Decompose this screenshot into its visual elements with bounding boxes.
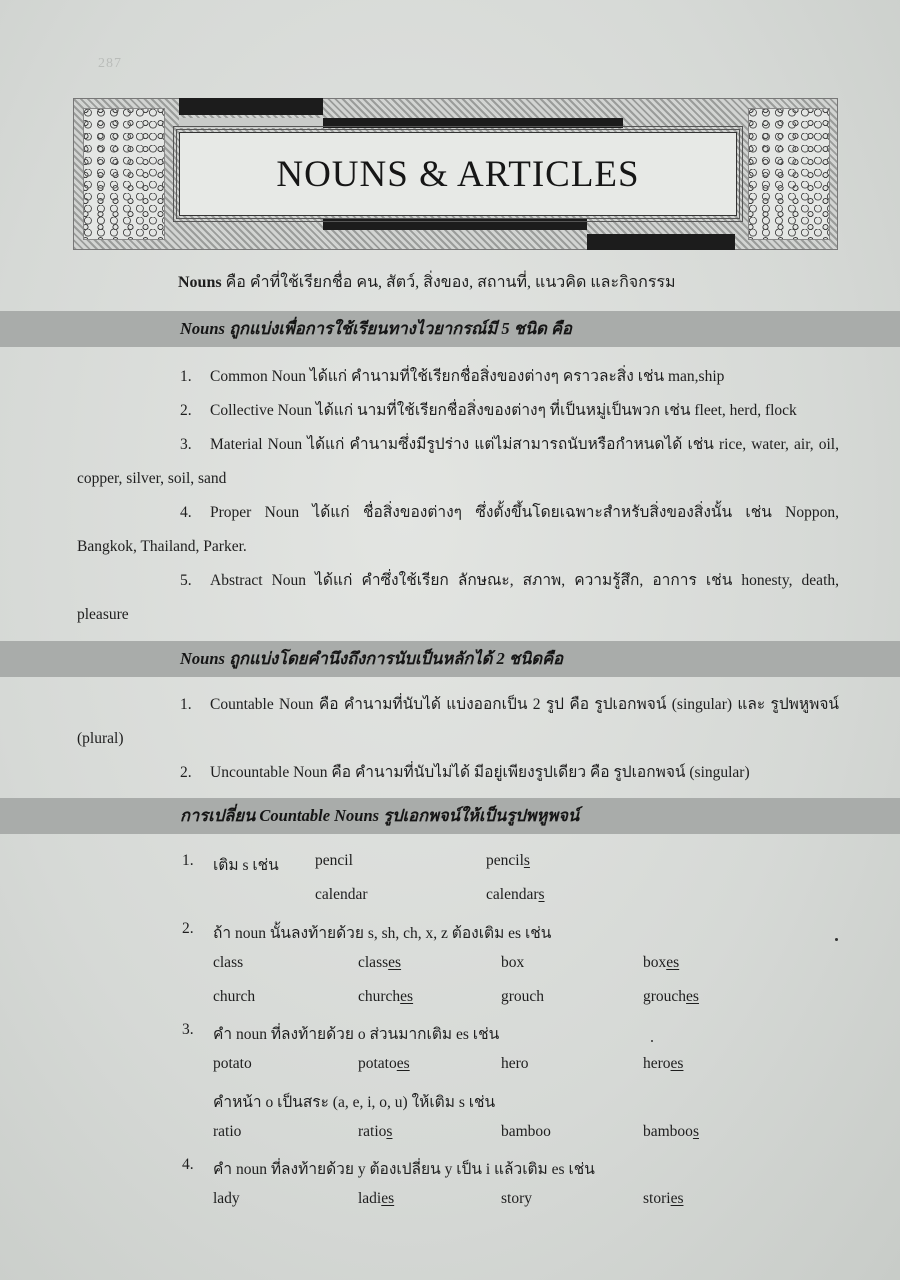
word-singular: church <box>213 988 256 1005</box>
rule-number: 3. <box>182 1021 194 1038</box>
word-plural: calendars <box>486 886 545 903</box>
section-heading-band <box>0 641 900 677</box>
section-heading: Nouns ถูกแบ่งเพื่อการใช้เรียนทางไวยากรณ์มี 5 ชนิด คือ <box>180 319 572 338</box>
word-singular: grouch <box>501 988 545 1005</box>
decorative-bar <box>323 218 493 230</box>
list-item: 1. Common Noun ได้แก่ คำนามที่ใช้เรียกชื่อสิ่งของต่างๆ คราวละสิ่ง เช่น man,ship <box>180 368 725 385</box>
word-plural: boxes <box>643 954 680 971</box>
word-singular: story <box>501 1190 532 1207</box>
intro-text: คือ คำที่ใช้เรียกชื่อ คน, สัตว์, สิ่งของ, สถานที่, แนวคิด และกิจกรรม <box>221 274 676 291</box>
decorative-bar <box>587 234 735 250</box>
word-singular: potato <box>213 1055 252 1072</box>
decorative-pattern-left <box>83 108 165 240</box>
list-item: 2. Collective Noun ได้แก่ นามที่ใช้เรียกชื่อสิ่งของต่างๆ ที่เป็นหมู่เป็นพวก เช่น fleet, herd, flock <box>180 402 797 419</box>
decorative-bar <box>179 118 323 128</box>
title-banner <box>73 98 838 250</box>
word-plural: ladies <box>358 1190 395 1207</box>
section-heading: การเปลี่ยน Countable Nouns รูปเอกพจน์ให้เป็นรูปพหูพจน์ <box>180 806 580 825</box>
decorative-bar <box>493 218 587 230</box>
section-heading-band <box>0 798 900 834</box>
word-plural: churches <box>358 988 414 1005</box>
word-singular: pencil <box>315 852 353 869</box>
list-item: 5. Abstract Noun ได้แก่ คำซึ่งใช้เรียก ลักษณะ, สภาพ, ความรู้สึก, อาการ เช่น honesty, death, pleasure <box>77 572 839 623</box>
word-singular: class <box>213 954 244 971</box>
title-box <box>179 132 737 216</box>
rule-text: ถ้า noun นั้นลงท้ายด้วย s, sh, ch, x, z ต้องเติม es เช่น <box>213 925 552 942</box>
rule-text: คำ noun ที่ลงท้ายด้วย y ต้องเปลี่ยน y เป็น i แล้วเติม es เช่น <box>213 1161 595 1178</box>
page-title: NOUNS & ARTICLES <box>276 153 640 195</box>
rule-number: 4. <box>182 1156 194 1173</box>
rule-number: 1. <box>182 852 194 869</box>
intro-line <box>178 270 676 295</box>
list-item: 3. Material Noun ได้แก่ คำนามซึ่งมีรูปร่าง แต่ไม่สามารถนับหรือกำหนดได้ เช่น rice, water, air, oil, copper, silver, soil, sand <box>77 436 839 487</box>
intro-keyword: Nouns <box>178 274 222 291</box>
word-singular: calendar <box>315 886 368 903</box>
word-singular: hero <box>501 1055 529 1072</box>
word-plural: potatoes <box>358 1055 410 1072</box>
word-plural: classes <box>358 954 402 971</box>
rule-number: 2. <box>182 920 194 937</box>
decorative-bar <box>179 98 323 115</box>
word-plural: ratios <box>358 1123 393 1140</box>
word-plural: heroes <box>643 1055 684 1072</box>
word-plural: pencils <box>486 852 530 869</box>
word-singular: box <box>501 954 525 971</box>
rule-subtext: คำหน้า o เป็นสระ (a, e, i, o, u) ให้เติม s เช่น <box>213 1094 496 1111</box>
paper-speck <box>651 1040 653 1042</box>
section-heading: Nouns ถูกแบ่งโดยคำนึงถึงการนับเป็นหลักได้ 2 ชนิดคือ <box>180 649 564 668</box>
page-number: 287 <box>98 56 122 71</box>
list-item: 2. Uncountable Noun คือ คำนามที่นับไม่ได้ มีอยู่เพียงรูปเดียว คือ รูปเอกพจน์ (singular) <box>180 764 750 781</box>
decorative-pattern-right <box>748 108 830 240</box>
word-plural: bamboos <box>643 1123 699 1140</box>
word-singular: ratio <box>213 1123 242 1140</box>
rule-text: เติม s เช่น <box>213 857 279 874</box>
decorative-bar <box>493 118 623 128</box>
decorative-bar <box>323 118 493 128</box>
section-heading-band <box>0 311 900 347</box>
paper-speck <box>835 938 838 941</box>
word-plural: stories <box>643 1190 684 1207</box>
word-singular: bamboo <box>501 1123 551 1140</box>
word-singular: lady <box>213 1190 240 1207</box>
rule-text: คำ noun ที่ลงท้ายด้วย o ส่วนมากเติม es เช่น <box>213 1026 500 1043</box>
list-item: 4. Proper Noun ได้แก่ ชื่อสิ่งของต่างๆ ซึ่งตั้งขึ้นโดยเฉพาะสำหรับสิ่งของสิ่งนั้น เช่น Noppon, Bangkok, Thailand, Parker. <box>77 504 839 555</box>
list-item: 1. Countable Noun คือ คำนามที่นับได้ แบ่งออกเป็น 2 รูป คือ รูปเอกพจน์ (singular) และ รูปพหูพจน์ (plural) <box>77 696 839 747</box>
word-plural: grouches <box>643 988 699 1005</box>
